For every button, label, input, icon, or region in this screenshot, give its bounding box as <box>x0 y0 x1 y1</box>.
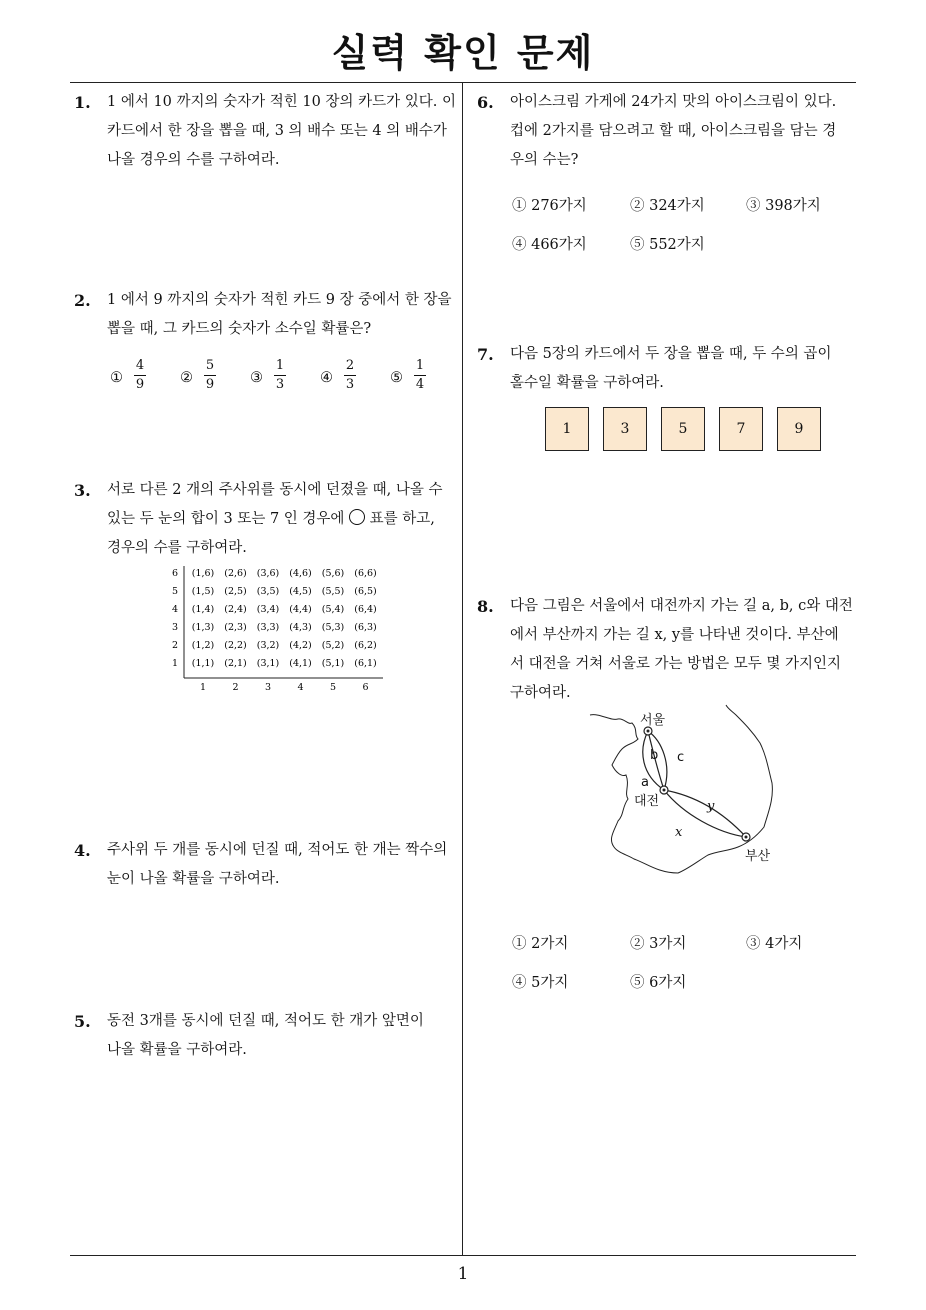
grid-cell[interactable]: (3,1) <box>256 658 280 669</box>
number-card: 3 <box>603 407 647 451</box>
grid-cell[interactable]: (2,5) <box>224 586 247 597</box>
grid-cell[interactable]: (1,2) <box>191 640 215 651</box>
question-number: 4. <box>74 841 91 860</box>
grid-col-label: 2 <box>232 682 239 693</box>
grid-cell[interactable]: (6,2) <box>354 640 377 651</box>
grid-cell[interactable]: (3,2) <box>256 640 280 651</box>
question-text: 표를 하고, <box>369 511 435 527</box>
page-number: 1 <box>457 1264 469 1284</box>
question-text: 구하여라. <box>510 685 571 701</box>
grid-cell[interactable]: (6,1) <box>354 658 377 669</box>
grid-cell[interactable]: (5,1) <box>321 658 345 669</box>
question-text: 있는 두 눈의 합이 3 또는 7 인 경우에 <box>107 511 345 527</box>
grid-cell[interactable]: (4,4) <box>289 604 312 615</box>
grid-col-label: 3 <box>264 682 272 693</box>
grid-cell[interactable]: (3,3) <box>256 622 280 633</box>
question-number: 5. <box>74 1012 91 1031</box>
circle-mark-icon <box>349 509 365 525</box>
grid-cell[interactable]: (3,4) <box>256 604 280 615</box>
label-seoul: 서울 <box>640 713 666 728</box>
choice-1[interactable]: ① 276가지 <box>512 198 587 214</box>
question-number: 2. <box>74 291 91 310</box>
question-text: 나올 경우의 수를 구하여라. <box>107 152 280 168</box>
grid-cell[interactable]: (2,1) <box>224 658 247 669</box>
grid-col-label: 5 <box>329 682 337 693</box>
question-number: 7. <box>477 345 494 364</box>
grid-cell[interactable]: (2,2) <box>224 640 247 651</box>
choice-4[interactable]: ④ 466가지 <box>512 237 587 253</box>
question-text: 우의 수는? <box>510 152 579 168</box>
number-card: 9 <box>777 407 821 451</box>
number-card: 1 <box>545 407 589 451</box>
question-text: 홀수일 확률을 구하여라. <box>510 375 664 391</box>
question-text: 주사위 두 개를 동시에 던질 때, 적어도 한 개는 짝수의 <box>107 842 448 858</box>
choice-1[interactable]: ① 2가지 <box>512 936 569 952</box>
grid-cell[interactable]: (1,4) <box>191 604 215 615</box>
grid-cell[interactable]: (1,5) <box>191 586 215 597</box>
grid-cell[interactable]: (4,3) <box>289 622 312 633</box>
dice-outcome-grid <box>168 562 388 696</box>
grid-cell[interactable]: (1,6) <box>191 568 215 579</box>
choice-2[interactable]: ② 3가지 <box>630 936 687 952</box>
question-text: 나올 확률을 구하여라. <box>107 1042 247 1058</box>
question-text: 동전 3개를 동시에 던질 때, 적어도 한 개가 앞면이 <box>107 1013 424 1029</box>
question-text: 눈이 나올 확률을 구하여라. <box>107 871 280 887</box>
bottom-rule <box>70 1255 856 1256</box>
question-number: 1. <box>74 93 91 112</box>
route-label-y: y <box>707 799 715 814</box>
question-text: 컵에 2가지를 담으려고 할 때, 아이스크림을 담는 경 <box>510 123 837 139</box>
choice-3[interactable]: ③ 398가지 <box>746 198 821 214</box>
question-text: 뽑을 때, 그 카드의 숫자가 소수일 확률은? <box>107 321 372 337</box>
question-text: 경우의 수를 구하여라. <box>107 540 247 556</box>
question-text: 서 대전을 거쳐 서울로 가는 방법은 모두 몇 가지인지 <box>510 656 842 672</box>
question-text: 서로 다른 2 개의 주사위를 동시에 던졌을 때, 나올 수 <box>107 482 443 498</box>
grid-col-label: 6 <box>362 682 369 693</box>
label-daejeon: 대전 <box>634 794 660 809</box>
number-card: 7 <box>719 407 763 451</box>
route-label-b: b <box>650 748 659 763</box>
grid-cell[interactable]: (5,6) <box>321 568 345 579</box>
grid-cell[interactable]: (2,3) <box>224 622 247 633</box>
question-text: 다음 그림은 서울에서 대전까지 가는 길 a, b, c와 대전 <box>510 598 853 614</box>
route-map <box>588 703 788 889</box>
grid-cell[interactable]: (1,3) <box>191 622 215 633</box>
grid-cell[interactable]: (4,1) <box>289 658 312 669</box>
question-text: 1 에서 10 까지의 숫자가 적힌 10 장의 카드가 있다. 이 <box>107 94 456 110</box>
grid-cell[interactable]: (4,2) <box>289 640 312 651</box>
question-text: 다음 5장의 카드에서 두 장을 뽑을 때, 두 수의 곱이 <box>510 346 832 362</box>
question-number: 6. <box>477 93 494 112</box>
page-title: 실력 확인 문제 <box>331 31 595 75</box>
number-card: 5 <box>661 407 705 451</box>
grid-row-label: 1 <box>171 658 179 669</box>
grid-cell[interactable]: (3,5) <box>256 586 280 597</box>
question-text: 아이스크림 가게에 24가지 맛의 아이스크림이 있다. <box>510 94 837 110</box>
label-busan: 부산 <box>745 849 771 864</box>
choice-5[interactable]: ⑤ 552가지 <box>630 237 705 253</box>
grid-col-label: 4 <box>297 682 304 693</box>
grid-cell[interactable]: (6,4) <box>354 604 377 615</box>
route-label-x: x <box>675 825 683 840</box>
grid-cell[interactable]: (5,3) <box>321 622 345 633</box>
grid-cell[interactable]: (1,1) <box>191 658 215 669</box>
grid-row-label: 2 <box>171 640 179 651</box>
route-label-a: a <box>641 775 649 790</box>
grid-cell[interactable]: (5,2) <box>321 640 345 651</box>
grid-cell[interactable]: (4,6) <box>289 568 312 579</box>
column-divider <box>462 82 463 1255</box>
route-label-c: c <box>677 750 685 765</box>
question-number: 3. <box>74 481 91 500</box>
grid-cell[interactable]: (2,4) <box>224 604 247 615</box>
grid-row-label: 3 <box>171 622 179 633</box>
grid-cell[interactable]: (5,4) <box>321 604 345 615</box>
grid-row-label: 6 <box>171 568 179 579</box>
question-text: 1 에서 9 까지의 숫자가 적힌 카드 9 장 중에서 한 장을 <box>107 292 452 308</box>
grid-cell[interactable]: (6,6) <box>354 568 377 579</box>
grid-col-label: 1 <box>199 682 207 693</box>
grid-cell[interactable]: (4,5) <box>289 586 312 597</box>
choice-4[interactable]: ④ 5가지 <box>512 975 569 991</box>
grid-cell[interactable]: (2,6) <box>224 568 247 579</box>
choice-3[interactable]: ③ 4가지 <box>746 936 803 952</box>
grid-cell[interactable]: (5,5) <box>321 586 345 597</box>
grid-row-label: 4 <box>171 604 179 615</box>
grid-row-label: 5 <box>171 586 179 597</box>
choice-5[interactable]: ⑤ 6가지 <box>630 975 687 991</box>
question-text: 카드에서 한 장을 뽑을 때, 3 의 배수 또는 4 의 배수가 <box>107 123 447 139</box>
grid-cell[interactable]: (6,3) <box>354 622 377 633</box>
grid-cell[interactable]: (6,5) <box>354 586 377 597</box>
question-number: 8. <box>477 597 494 616</box>
choice-2[interactable]: ② 324가지 <box>630 198 705 214</box>
grid-cell[interactable]: (3,6) <box>256 568 280 579</box>
question-text: 에서 부산까지 가는 길 x, y를 나타낸 것이다. 부산에 <box>510 627 839 643</box>
top-rule <box>70 82 856 83</box>
